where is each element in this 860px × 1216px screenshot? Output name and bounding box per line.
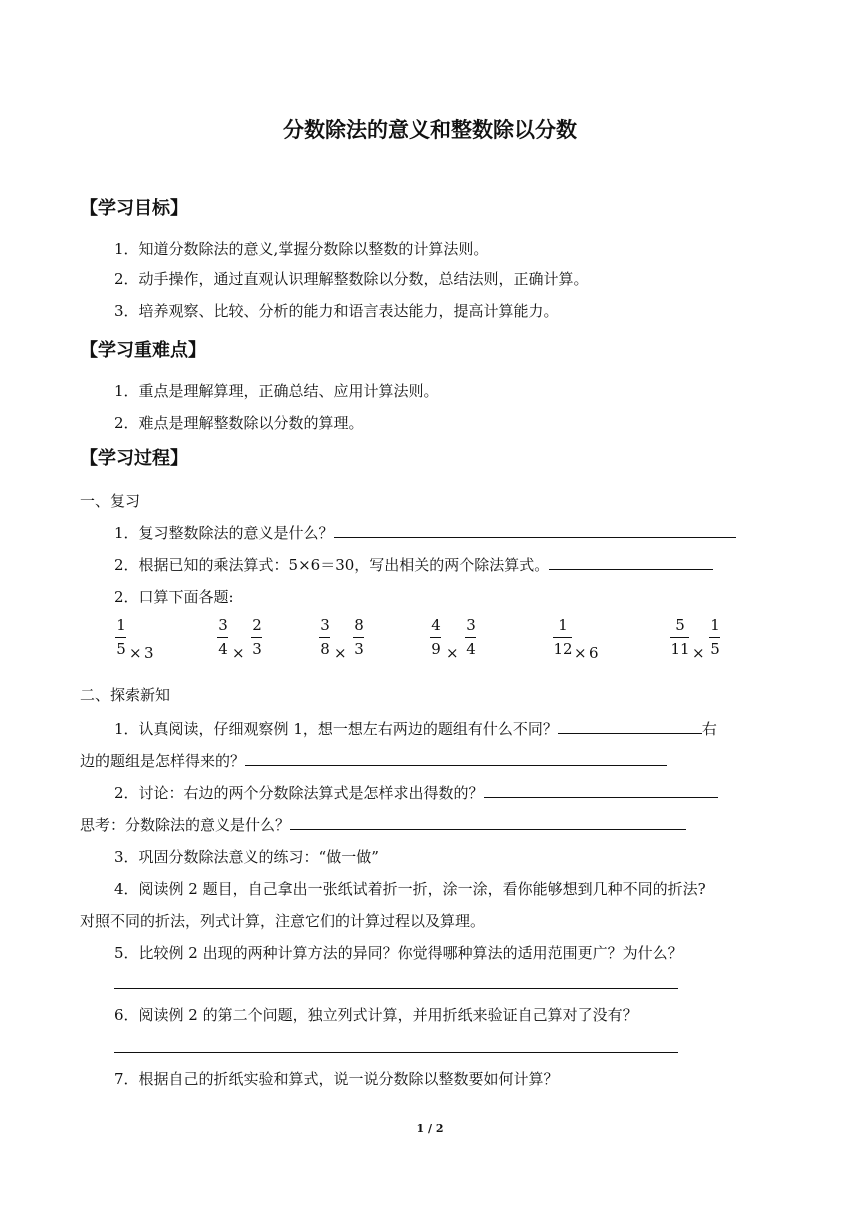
fraction-denominator: 9	[431, 640, 441, 658]
review-q1	[114, 522, 736, 543]
fraction-numerator: 4	[431, 616, 441, 634]
fraction-bar	[465, 637, 476, 638]
page-number: 1 / 2	[416, 1122, 444, 1135]
explore-p4-line2: 对照不同的折法，列式计算，注意它们的计算过程以及算理。	[80, 912, 486, 930]
answer-line[interactable]	[114, 988, 678, 989]
times-sign: ×	[232, 644, 245, 662]
fraction-numerator: 3	[320, 616, 330, 634]
fraction-bar	[353, 637, 364, 638]
goal-item-3: 3．培养观察、比较、分析的能力和语言表达能力，提高计算能力。	[114, 302, 559, 320]
explore-heading: 二、探索新知	[80, 686, 171, 704]
times-sign: ×	[334, 644, 347, 662]
explore-p5: 5．比较例 2 出现的两种计算方法的异同？你觉得哪种算法的适用范围更广？为什么？	[114, 944, 683, 962]
fraction-numerator: 2	[252, 616, 262, 634]
answer-blank[interactable]	[484, 782, 718, 798]
keypoint-item-2: 2．难点是理解整数除以分数的算理。	[114, 414, 364, 432]
answer-blank[interactable]	[558, 718, 702, 734]
answer-blank[interactable]	[334, 522, 736, 538]
explore-p1-line1	[114, 718, 717, 739]
fraction-denominator: 5	[710, 640, 720, 658]
fraction-numerator: 5	[675, 616, 685, 634]
goal-item-1: 1．知道分数除法的意义,掌握分数除以整数的计算法则。	[114, 240, 489, 258]
review-q3: 2．口算下面各题:	[114, 588, 234, 606]
goal-item-2: 2．动手操作，通过直观认识理解整数除以分数，总结法则，正确计算。	[114, 270, 589, 288]
fraction-numerator: 3	[218, 616, 228, 634]
review-q2-text: 2．根据已知的乘法算式：5×6＝30，写出相关的两个除法算式。	[114, 556, 550, 574]
times-sign: ×	[692, 644, 705, 662]
explore-p4-line1: 4．阅读例 2 题目，自己拿出一张纸试着折一折，涂一涂，看你能够想到几种不同的折法?	[114, 880, 706, 898]
explore-p1-line2	[80, 750, 667, 771]
fraction-denominator: 12	[553, 640, 573, 658]
fraction-denominator: 8	[320, 640, 330, 658]
fraction-numerator: 1	[116, 616, 126, 634]
fraction-denominator: 3	[252, 640, 262, 658]
fraction-bar	[430, 637, 441, 638]
fraction-bar	[251, 637, 262, 638]
fraction-denominator: 4	[218, 640, 228, 658]
answer-blank[interactable]	[245, 750, 667, 766]
fraction-bar	[553, 637, 572, 638]
fraction-denominator: 11	[670, 640, 690, 658]
fraction-numerator: 1	[710, 616, 720, 634]
explore-think-text: 思考：分数除法的意义是什么？	[80, 816, 291, 834]
times-sign: ×	[129, 644, 142, 662]
fraction-bar	[115, 637, 126, 638]
times-sign: ×	[574, 644, 587, 662]
page-title: 分数除法的意义和整数除以分数	[283, 117, 577, 142]
explore-p1-cont: 边的题组是怎样得来的？	[80, 752, 246, 770]
explore-p3: 3．巩固分数除法意义的练习：“做一做”	[114, 848, 379, 866]
fraction-bar	[670, 637, 689, 638]
keypoints-heading: 【学习重难点】	[80, 340, 206, 361]
fraction-numerator: 8	[354, 616, 364, 634]
explore-p2-line2	[80, 814, 686, 835]
fraction-bar	[217, 637, 228, 638]
review-q1-text: 1．复习整数除法的意义是什么？	[114, 524, 334, 542]
review-heading: 一、复习	[80, 492, 141, 510]
multiplier: 6	[589, 644, 599, 662]
fraction-denominator: 4	[466, 640, 476, 658]
explore-p2-line1	[114, 782, 718, 803]
fraction-bar	[709, 637, 720, 638]
explore-p7: 7．根据自己的折纸实验和算式，说一说分数除以整数要如何计算？	[114, 1070, 559, 1088]
fraction-numerator: 3	[466, 616, 476, 634]
goals-heading: 【学习目标】	[80, 198, 188, 219]
process-heading: 【学习过程】	[80, 448, 188, 469]
explore-p6: 6．阅读例 2 的第二个问题，独立列式计算，并用折纸来验证自己算对了没有？	[114, 1006, 638, 1024]
review-q2	[114, 554, 713, 575]
answer-blank[interactable]	[549, 554, 713, 570]
multiplier: 3	[144, 644, 154, 662]
answer-blank[interactable]	[290, 814, 686, 830]
answer-line[interactable]	[114, 1052, 678, 1053]
fraction-denominator: 3	[354, 640, 364, 658]
explore-p1-text: 1．认真阅读，仔细观察例 1，想一想左右两边的题组有什么不同？	[114, 720, 558, 738]
fraction-denominator: 5	[116, 640, 126, 658]
keypoint-item-1: 1．重点是理解算理，正确总结、应用计算法则。	[114, 382, 439, 400]
times-sign: ×	[446, 644, 459, 662]
fraction-numerator: 1	[558, 616, 568, 634]
explore-p1-tail: 右	[701, 720, 717, 738]
explore-p2-text: 2．讨论：右边的两个分数除法算式是怎样求出得数的？	[114, 784, 484, 802]
fraction-bar	[319, 637, 330, 638]
